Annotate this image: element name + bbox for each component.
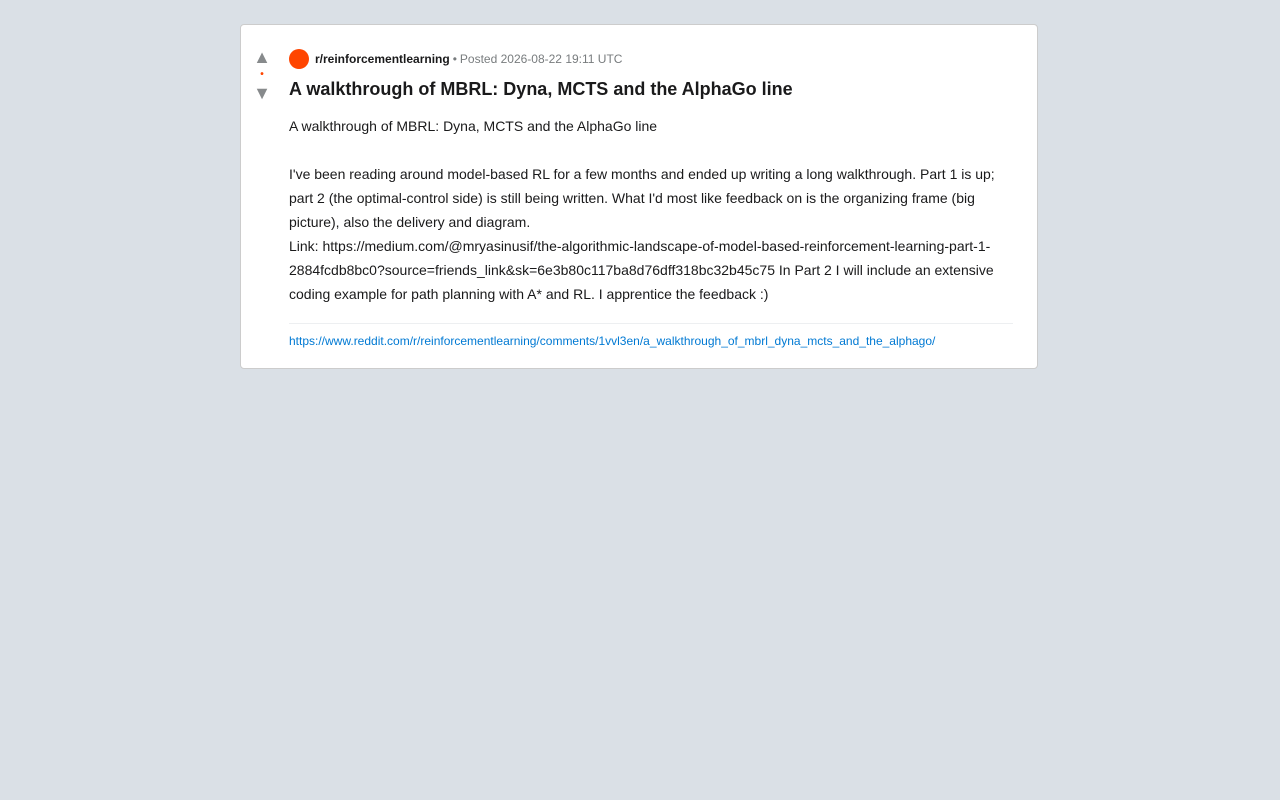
post-title[interactable]: A walkthrough of MBRL: Dyna, MCTS and the AlphaGo line (289, 79, 793, 99)
post-body: A walkthrough of MBRL: Dyna, MCTS and the AlphaGo line I've been reading around model-based RL for a few months and ended up writing a long walkthrough. Part 1 is up; part 2 (the optimal-control side) is still being written. What I'd most like feedback on is the organizing frame (big picture), also the delivery and diagram. Link: https://medium.com/@mryasinusif/the-algorithmic-landscape-of-model-based-reinforcement-learning-part-1-2884fcdb8bc0?source=friends_link&sk=6e3b80c117ba8d76dff318bc32b45c75 In Part 2 I will include an extensive coding example for path planning with A* and RL. I apprentice the feedback :) (289, 118, 995, 302)
downvote-arrow-icon[interactable]: ▼ (253, 83, 271, 103)
post-timestamp: Posted 2026-08-22 19:11 UTC (459, 52, 623, 66)
upvote-arrow-icon[interactable]: ▲ (253, 47, 271, 67)
vote-score: • (260, 69, 264, 80)
subreddit-icon[interactable] (289, 49, 309, 69)
post-card (240, 24, 1038, 369)
post-content (289, 49, 1013, 349)
subreddit-name[interactable]: r/reinforcementlearning (315, 52, 450, 66)
post-footer (289, 323, 1013, 349)
permalink-link[interactable]: https://www.reddit.com/r/reinforcementlearning/comments/1vvl3en/a_walkthrough_of_mbrl_dyna_mcts_and_the_alphago/ (289, 334, 936, 348)
meta-separator: • (452, 52, 457, 66)
post-meta (289, 49, 1013, 69)
vote-column (241, 47, 283, 103)
